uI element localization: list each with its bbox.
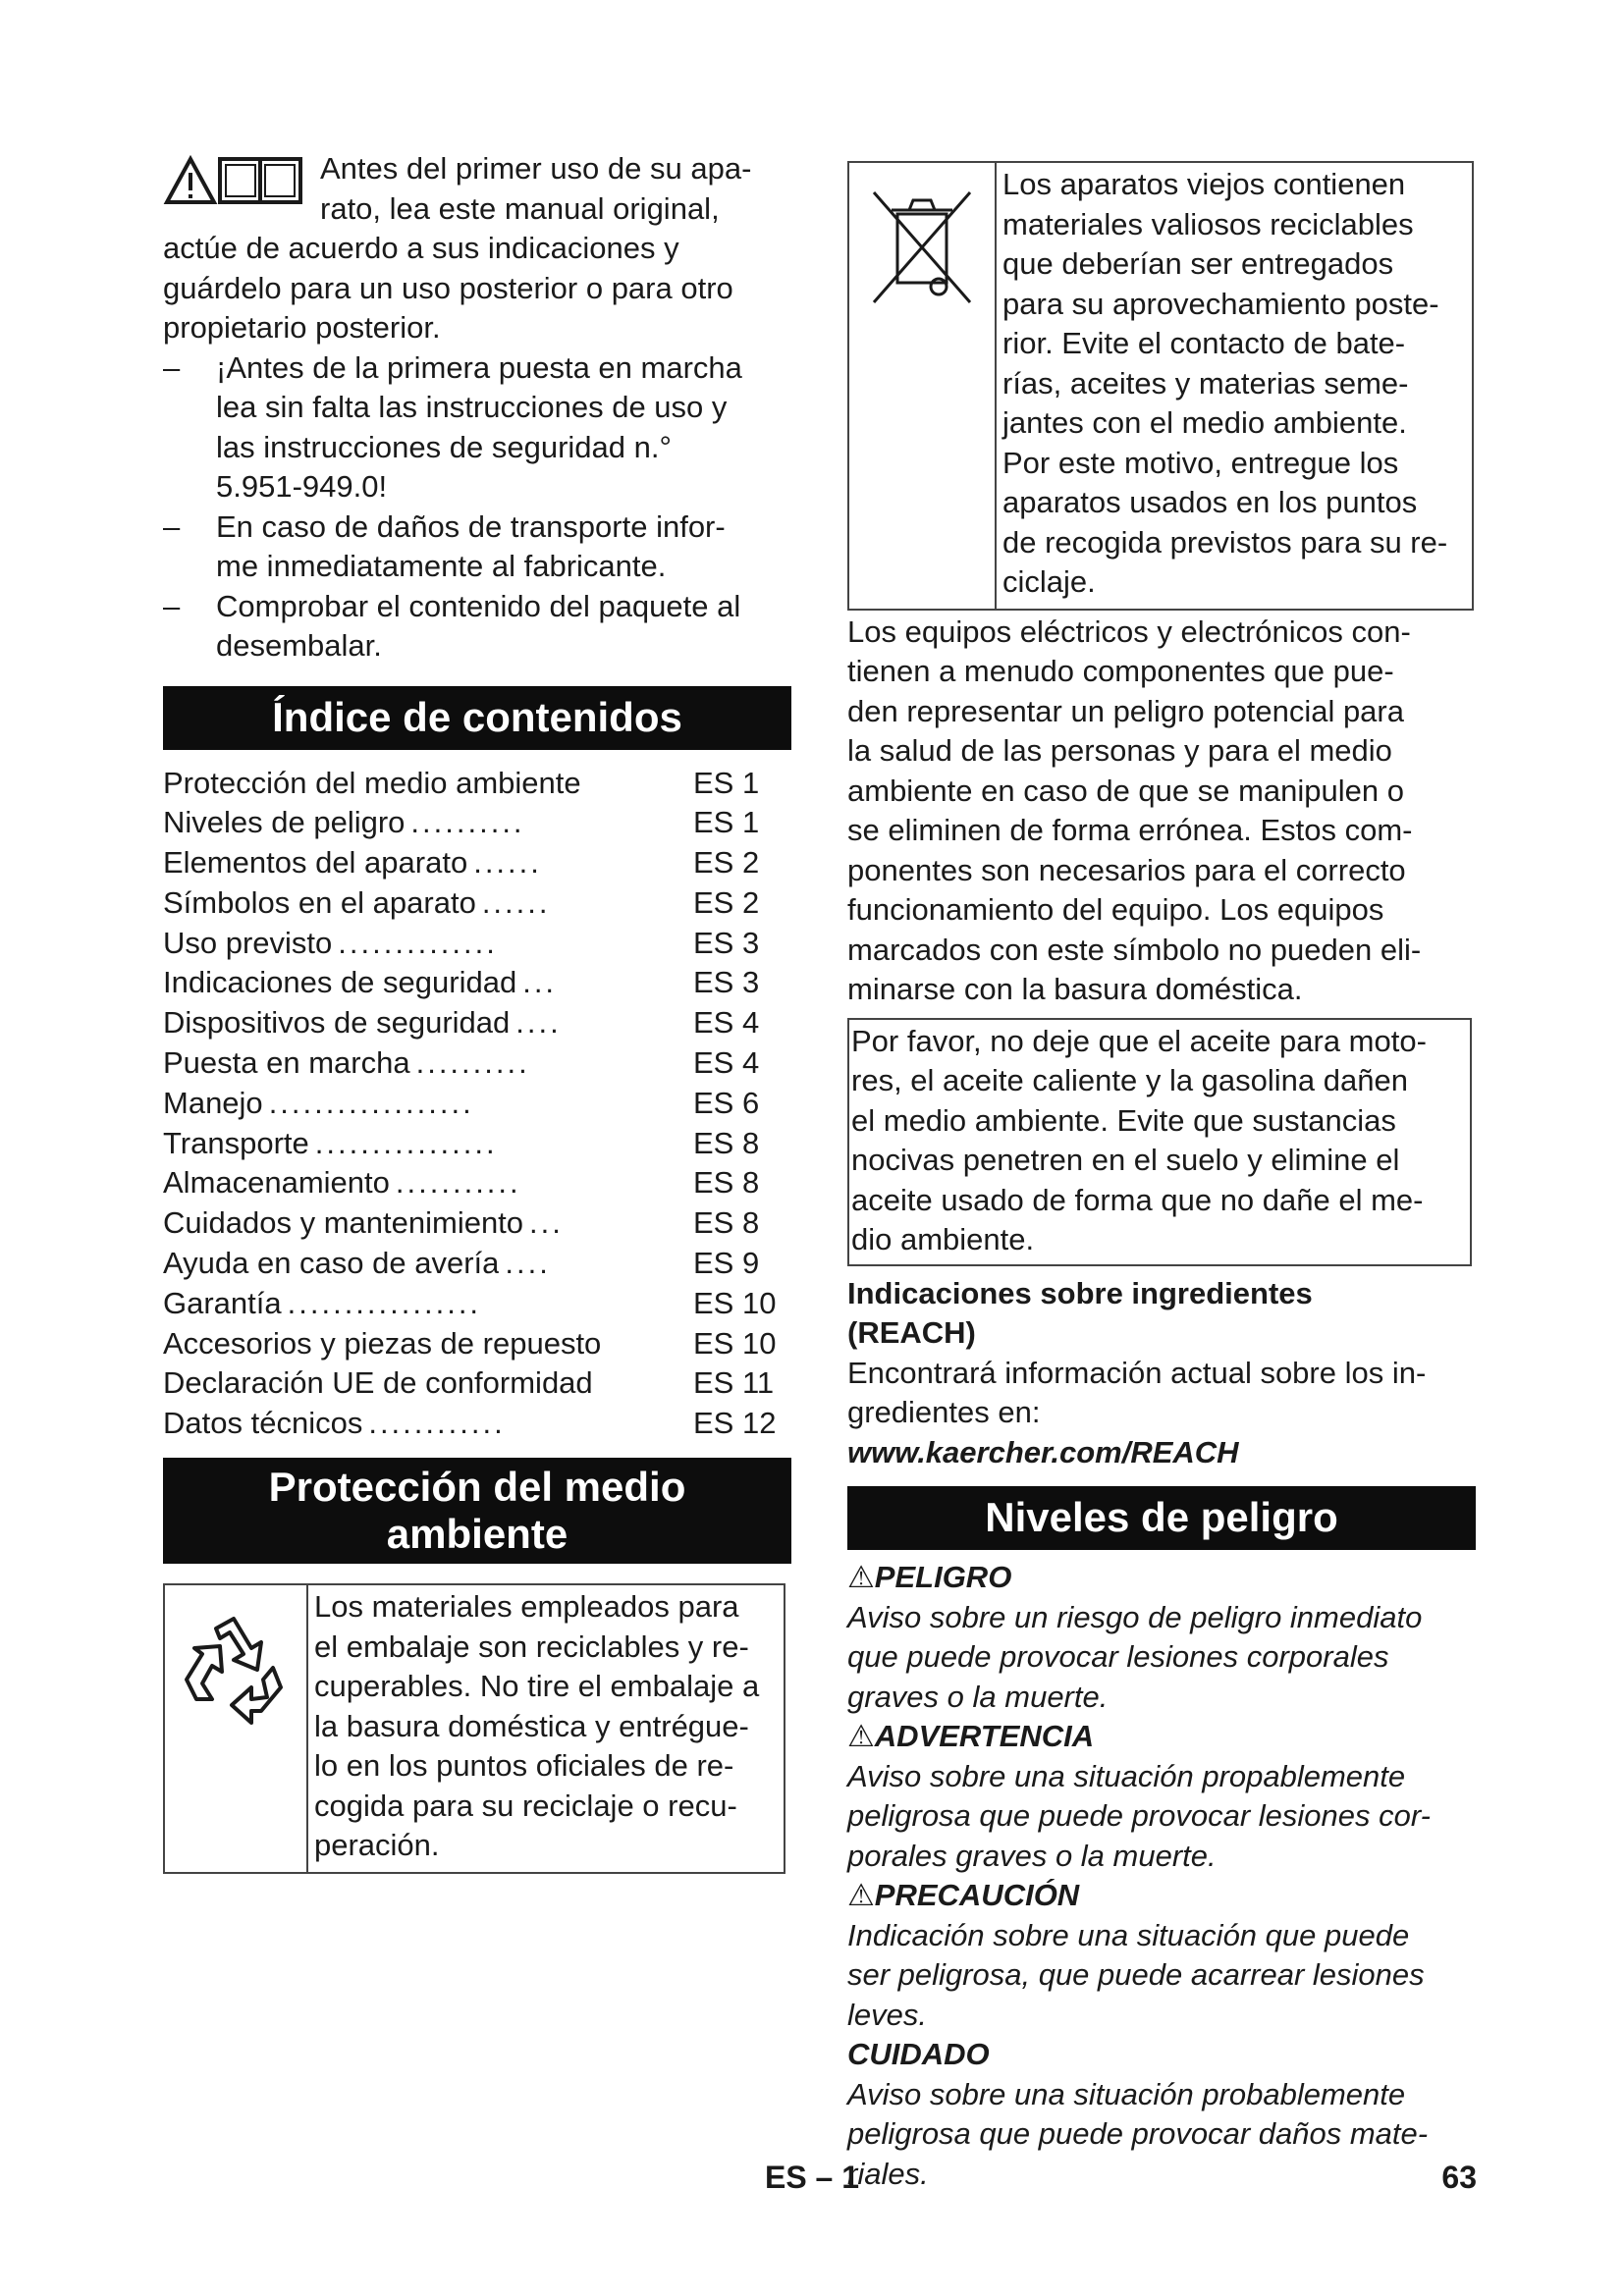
packaging-text	[308, 1585, 763, 1872]
toc-entry-leader: ..........	[410, 805, 525, 840]
toc-entry[interactable]	[163, 1203, 791, 1244]
toc-entry[interactable]	[163, 883, 791, 924]
toc-entry-page: ES 4	[693, 1045, 760, 1081]
toc-entry-leader: ...........	[395, 1165, 521, 1201]
intro-line: guárdelo para un uso posterior o para otro	[163, 270, 733, 305]
oil-notice-box	[847, 1018, 1472, 1266]
toc-entry-leader: .................	[287, 1285, 482, 1320]
text-line: materiales valiosos reciclables	[1002, 206, 1414, 241]
weee-icon-cell	[849, 163, 997, 609]
toc-entry-page: ES 8	[693, 1165, 760, 1201]
bullet-line: desembalar.	[216, 628, 382, 663]
toc-entry[interactable]	[163, 1284, 791, 1324]
hazard-label-cuidado: CUIDADO	[847, 2037, 990, 2071]
toc-entry[interactable]	[163, 1003, 791, 1043]
right-column	[847, 161, 1476, 2194]
toc-entry-page: ES 4	[693, 1005, 760, 1041]
toc-entry-label: Símbolos en el aparato	[163, 884, 476, 920]
env-heading-line: Protección del medio	[268, 1464, 686, 1511]
packaging-box	[163, 1583, 785, 1874]
toc-entry-label: Puesta en marcha	[163, 1045, 410, 1081]
text-line: que deberían ser entregados	[1002, 246, 1394, 281]
reach-section	[847, 1274, 1476, 1473]
toc-entry-label: Transporte	[163, 1125, 309, 1160]
toc-entry-label: Datos técnicos	[163, 1406, 363, 1441]
env-heading-line: ambiente	[386, 1511, 568, 1558]
intro-line: actúe de acuerdo a sus indicaciones y	[163, 231, 679, 265]
text-line: leves.	[847, 1997, 927, 2032]
text-line: la salud de las personas y para el medio	[847, 733, 1392, 768]
toc-entry-page: ES 2	[693, 845, 760, 881]
text-line: res, el aceite caliente y la gasolina dañen	[851, 1063, 1408, 1097]
toc-entry-page: ES 8	[693, 1205, 760, 1241]
weee-text	[997, 163, 1451, 609]
dash-mark: –	[163, 508, 181, 544]
text-line: Encontrará información actual sobre los in-	[847, 1355, 1427, 1390]
text-line: tienen a menudo componentes que pue-	[847, 654, 1394, 688]
bullet-line: En caso de daños de transporte infor-	[216, 508, 726, 544]
toc-entry[interactable]	[163, 963, 791, 1003]
intro-line: rato, lea este manual original,	[320, 190, 720, 226]
toc-entry-label: Protección del medio ambiente	[163, 765, 581, 800]
text-line: Los materiales empleados para	[314, 1589, 739, 1625]
text-line: peligrosa que puede provocar lesiones cor-	[847, 1798, 1431, 1833]
toc-entry[interactable]	[163, 1244, 791, 1284]
toc-entry-label: Almacenamiento	[163, 1165, 390, 1201]
text-line: Indicación sobre una situación que puede	[847, 1917, 1410, 1952]
text-line: peligrosa que puede provocar daños mate-	[847, 2116, 1429, 2151]
text-line: para su aprovechamiento poste-	[1002, 286, 1439, 321]
text-line: minarse con la basura doméstica.	[847, 972, 1303, 1006]
toc-entry[interactable]	[163, 843, 791, 883]
text-line: dio ambiente.	[851, 1222, 1035, 1256]
toc-entry-label: Uso previsto	[163, 925, 333, 960]
toc-heading: Índice de contenidos	[163, 686, 791, 750]
toc-entry[interactable]	[163, 1404, 791, 1444]
text-line: la basura doméstica y entrégue-	[314, 1708, 749, 1743]
toc-entry-leader: ......	[481, 884, 551, 920]
text-line: Por favor, no deje que el aceite para moto-	[851, 1023, 1427, 1058]
warning-icon: ⚠	[847, 1719, 875, 1753]
intro-bullet	[163, 348, 791, 507]
text-line: el medio ambiente. Evite que sustancias	[851, 1102, 1396, 1138]
toc-entry-label: Manejo	[163, 1085, 263, 1120]
toc-entry-label: Ayuda en caso de avería	[163, 1246, 500, 1281]
toc-entry-label: Garantía	[163, 1285, 282, 1320]
text-line: el embalaje son reciclables y re-	[314, 1629, 749, 1664]
toc-entry-leader	[581, 764, 693, 804]
crossed-bin-icon	[868, 185, 976, 310]
toc-entry-leader	[601, 1324, 693, 1364]
recycle-icon	[177, 1609, 295, 1727]
hazard-label-precaucion: ⚠PRECAUCIÓN	[847, 1878, 1080, 1912]
toc-entry-page: ES 1	[693, 805, 760, 840]
toc-entry-leader: ...	[529, 1205, 564, 1241]
bullet-line: me inmediatamente al fabricante.	[216, 549, 667, 583]
toc-entry-label: Declaración UE de conformidad	[163, 1365, 593, 1401]
bullet-line: las instrucciones de seguridad n.°	[216, 429, 672, 464]
text-line: ser peligrosa, que puede acarrear lesiones	[847, 1957, 1425, 1992]
intro-section	[163, 149, 791, 667]
text-line: Los equipos eléctricos y electrónicos con-	[847, 614, 1411, 649]
toc-entry-leader: ...	[522, 965, 558, 1000]
toc-entry[interactable]	[163, 1124, 791, 1164]
intro-line: Antes del primer uso de su apa-	[320, 151, 752, 186]
toc-entry-label: Dispositivos de seguridad	[163, 1005, 511, 1041]
reach-heading: Indicaciones sobre ingredientes	[847, 1275, 1313, 1310]
toc-entry-label: Indicaciones de seguridad	[163, 965, 517, 1000]
text-line: lo en los puntos oficiales de re-	[314, 1748, 734, 1784]
weee-box	[847, 161, 1474, 611]
toc-entry-page: ES 11	[693, 1365, 775, 1401]
toc-entry-leader: ....	[515, 1005, 562, 1041]
toc-entry-leader	[593, 1363, 693, 1404]
toc-entry-label: Accesorios y piezas de repuesto	[163, 1325, 602, 1361]
toc-entry[interactable]	[163, 1324, 791, 1364]
toc-entry-leader: ....	[505, 1246, 551, 1281]
toc-entry-label: Niveles de peligro	[163, 805, 406, 840]
toc-entry[interactable]	[163, 803, 791, 843]
toc-entry-page: ES 9	[693, 1246, 760, 1281]
bullet-line: ¡Antes de la primera puesta en marcha	[216, 349, 742, 385]
electronics-paragraph	[847, 613, 1476, 1010]
warning-icon: ⚠	[847, 1560, 875, 1594]
footer-section-label: ES – 1	[764, 2160, 860, 2195]
intro-bullet	[163, 507, 791, 587]
text-line: cogida para su reciclaje o recu-	[314, 1788, 737, 1823]
dash-mark: –	[163, 588, 181, 623]
text-line: Aviso sobre una situación probablemente	[847, 2076, 1406, 2111]
hazard-heading: Niveles de peligro	[847, 1486, 1476, 1550]
toc-entry-page: ES 8	[693, 1125, 760, 1160]
text-line: nocivas penetren en el suelo y elimine el	[851, 1143, 1400, 1177]
bullet-line: Comprobar el contenido del paquete al	[216, 588, 741, 623]
text-line: ambiente en caso de que se manipulen o	[847, 773, 1405, 808]
reach-link[interactable]: www.kaercher.com/REACH	[847, 1434, 1239, 1469]
hazard-label-peligro: ⚠PELIGRO	[847, 1560, 1012, 1594]
toc-entry-page: ES 2	[693, 884, 760, 920]
warning-icon: ⚠	[847, 1878, 875, 1912]
text-line: Aviso sobre una situación propablemente	[847, 1758, 1406, 1793]
bullet-line: 5.951-949.0!	[216, 469, 388, 504]
toc-entry-page: ES 3	[693, 965, 760, 1000]
text-line: Aviso sobre un riesgo de peligro inmediato	[847, 1599, 1423, 1634]
toc-entry-page: ES 3	[693, 925, 760, 960]
left-column	[163, 149, 791, 1874]
env-heading	[163, 1458, 791, 1564]
text-line: gredientes en:	[847, 1395, 1041, 1429]
toc-entry-leader: ..............	[338, 925, 498, 960]
text-line: cuperables. No tire el embalaje a	[314, 1669, 760, 1704]
text-line: rior. Evite el contacto de bate-	[1002, 326, 1406, 360]
toc-entry-page: ES 1	[693, 765, 760, 800]
toc-entry[interactable]	[163, 924, 791, 964]
toc-entry[interactable]	[163, 1043, 791, 1084]
intro-bullet	[163, 587, 791, 667]
hazard-levels	[847, 1558, 1476, 2194]
toc-entry-page: ES 10	[693, 1285, 777, 1320]
text-line: peración.	[314, 1828, 440, 1863]
toc-entry-leader: ................	[314, 1125, 498, 1160]
toc-entry-leader: ............	[368, 1406, 506, 1441]
text-line: marcados con este símbolo no pueden eli-	[847, 932, 1422, 967]
text-line: funcionamiento del equipo. Los equipos	[847, 892, 1384, 927]
warning-manual-icon	[163, 155, 305, 206]
recycle-icon-cell	[165, 1585, 308, 1872]
toc-entry-label: Cuidados y mantenimiento	[163, 1205, 524, 1241]
text-line: rías, aceites y materias seme-	[1002, 365, 1409, 400]
table-of-contents	[163, 764, 791, 1445]
toc-entry-page: ES 10	[693, 1325, 777, 1361]
toc-entry-page: ES 6	[693, 1085, 760, 1120]
toc-entry-label: Elementos del aparato	[163, 845, 468, 881]
toc-entry-leader: ..........	[415, 1045, 530, 1081]
text-line: graves o la muerte.	[847, 1679, 1109, 1714]
toc-entry[interactable]	[163, 1363, 791, 1404]
text-line: de recogida previstos para su re-	[1002, 524, 1448, 560]
text-line: riales.	[847, 2156, 929, 2191]
toc-entry[interactable]	[163, 764, 791, 804]
text-line: aparatos usados en los puntos	[1002, 485, 1418, 519]
toc-entry-page: ES 12	[693, 1406, 777, 1441]
text-line: porales graves o la muerte.	[847, 1838, 1217, 1873]
toc-entry-leader: ......	[473, 845, 542, 881]
text-line: que puede provocar lesiones corporales	[847, 1639, 1389, 1674]
reach-heading: (REACH)	[847, 1315, 976, 1350]
text-line: Por este motivo, entregue los	[1002, 445, 1399, 480]
text-line: ciclaje.	[1002, 564, 1096, 599]
intro-line: propietario posterior.	[163, 310, 441, 345]
footer-page-number: 63	[1441, 2160, 1477, 2195]
bullet-line: lea sin falta las instrucciones de uso y	[216, 390, 728, 424]
toc-entry-leader: ..................	[268, 1085, 474, 1120]
toc-entry[interactable]	[163, 1084, 791, 1124]
text-line: aceite usado de forma que no dañe el me-	[851, 1182, 1424, 1217]
text-line: se eliminen de forma errónea. Estos com-	[847, 813, 1413, 847]
dash-mark: –	[163, 349, 181, 385]
toc-entry[interactable]	[163, 1163, 791, 1203]
text-line: jantes con el medio ambiente.	[1002, 405, 1407, 440]
text-line: ponentes son necesarios para el correcto	[847, 852, 1406, 887]
hazard-label-advertencia: ⚠ADVERTENCIA	[847, 1719, 1095, 1753]
text-line: Los aparatos viejos contienen	[1002, 167, 1406, 201]
text-line: den representar un peligro potencial para	[847, 693, 1404, 728]
